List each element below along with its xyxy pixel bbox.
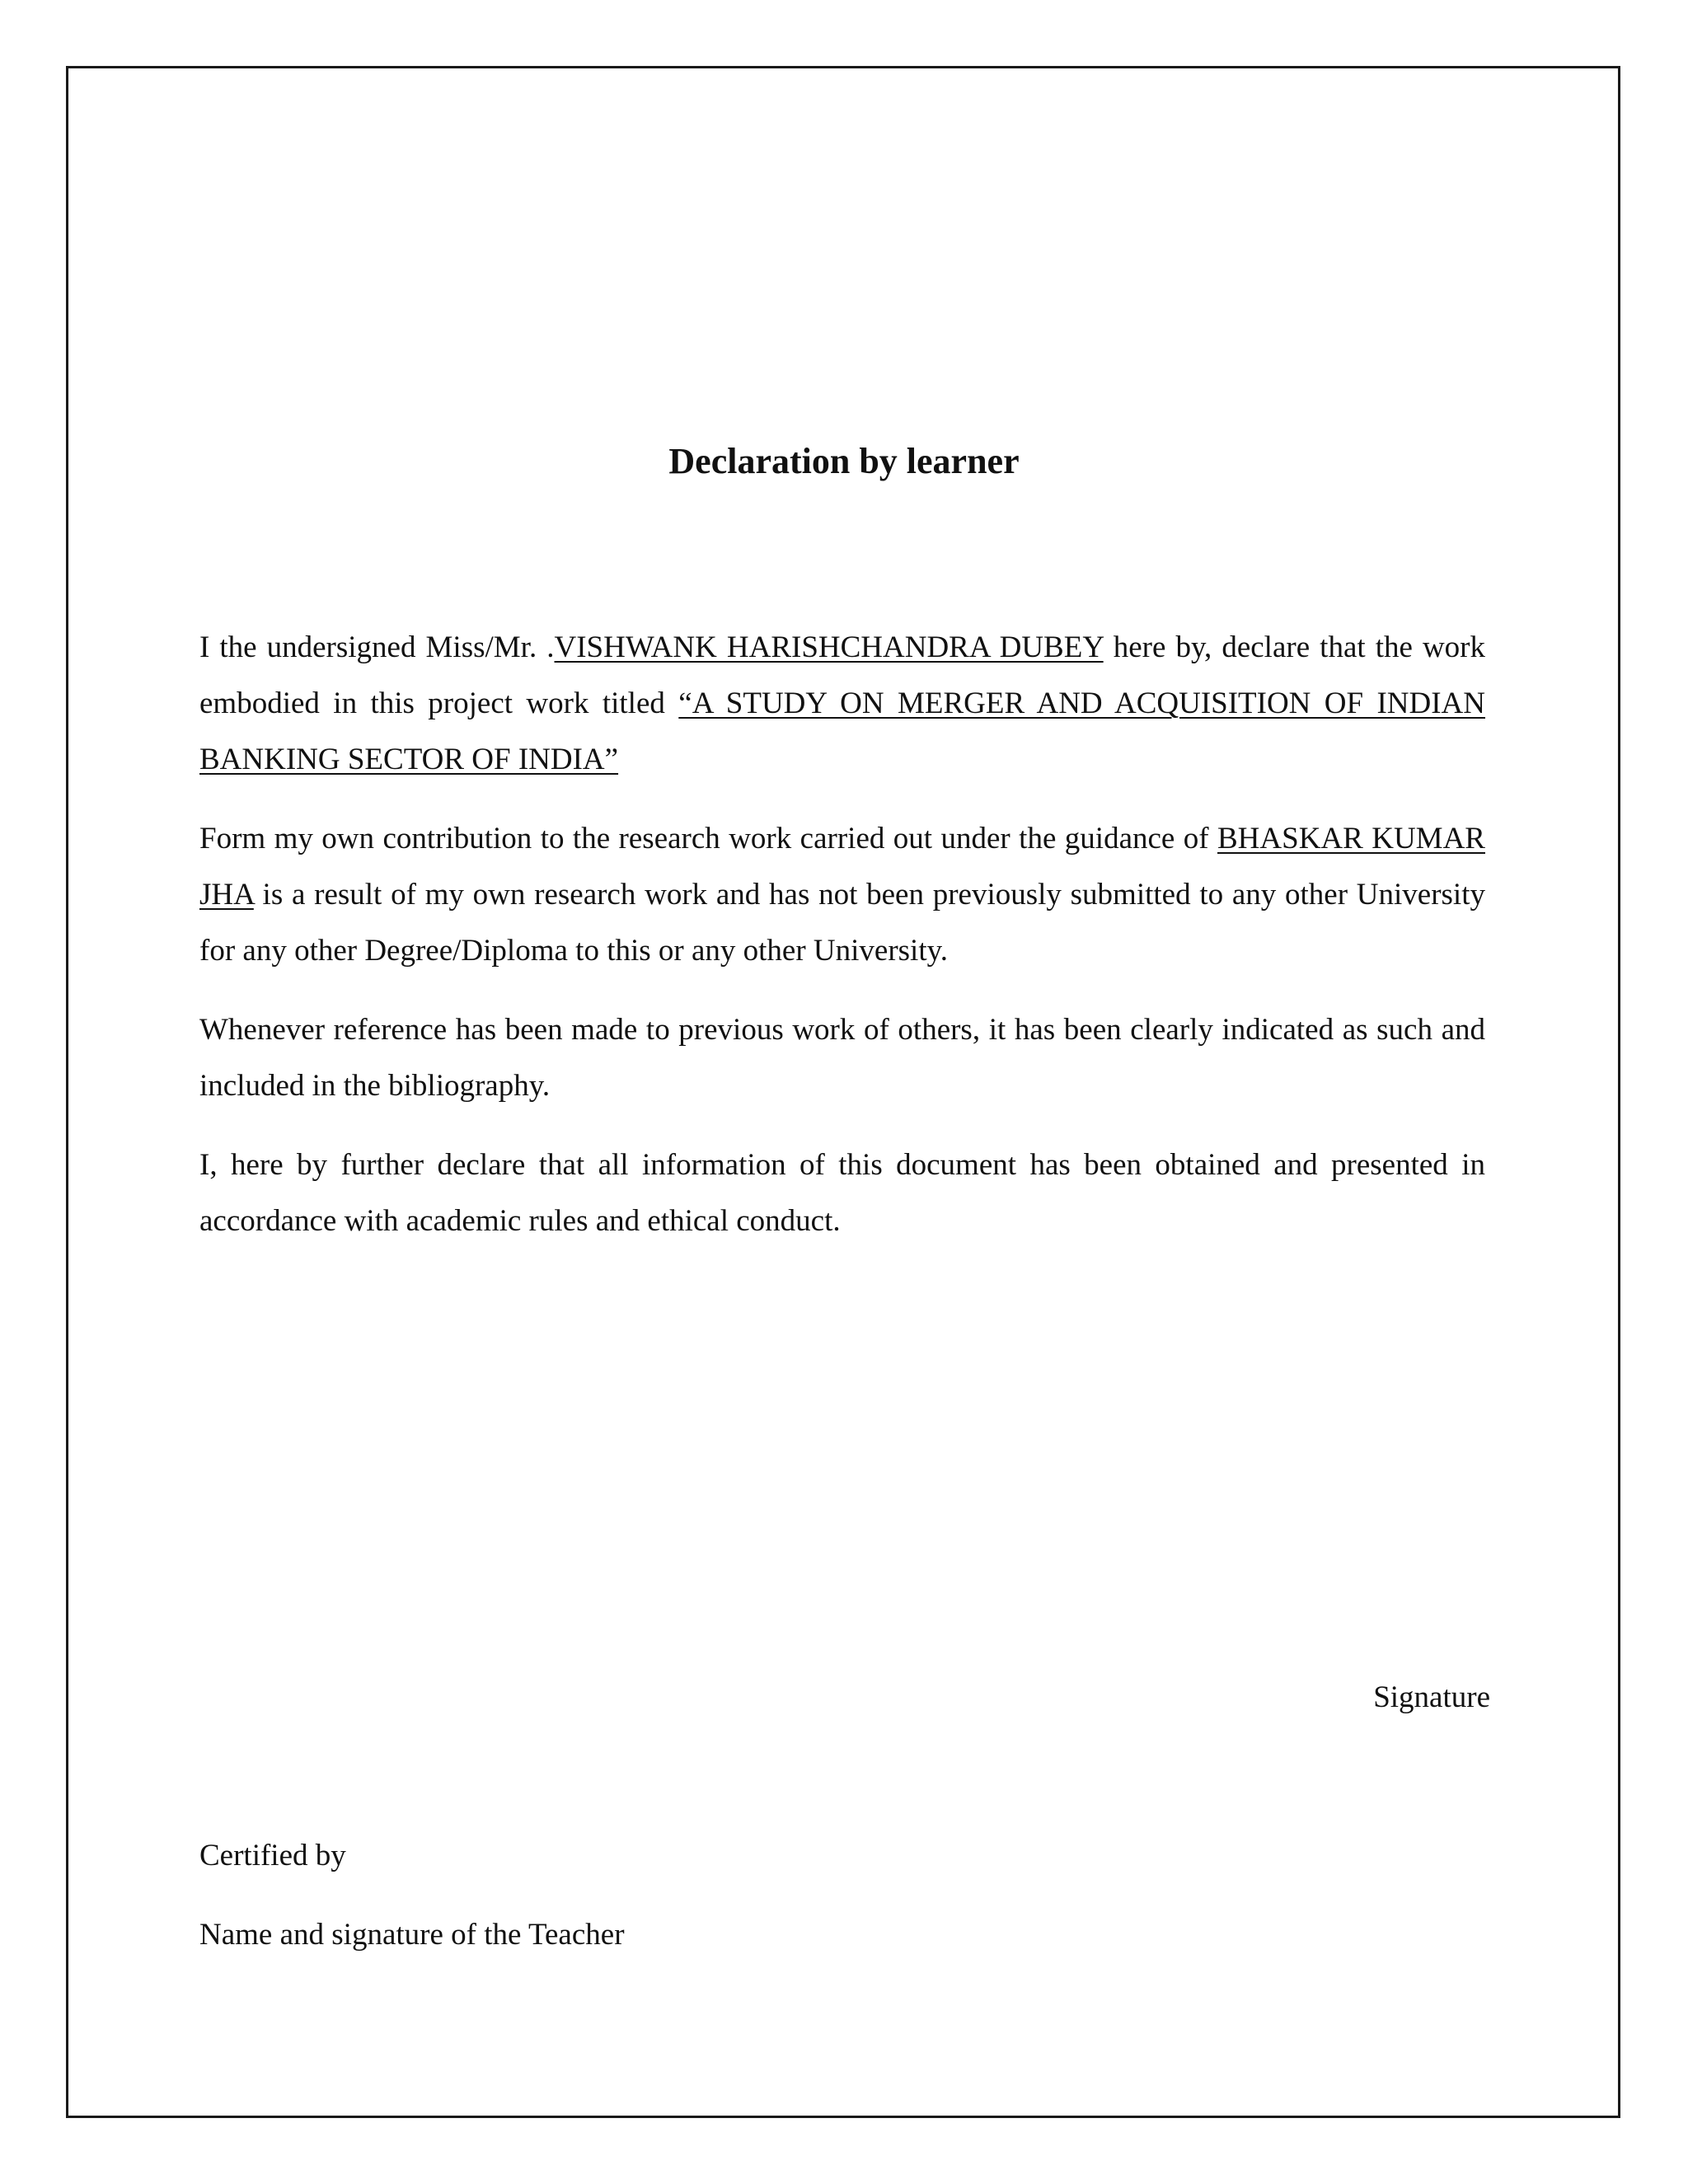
declaration-paragraph-4: I, here by further declare that all information of this document has been obtained and presented in accordance with academic rules and ethical conduct. (199, 1148, 1485, 1238)
teacher-signature-label: Name and signature of the Teacher (199, 1918, 625, 1952)
learner-name: VISHWANK HARISHCHANDRA DUBEY (554, 630, 1104, 664)
declaration-body (199, 620, 1485, 1272)
certified-by-label: Certified by (199, 1839, 346, 1872)
declaration-paragraph-2 (199, 811, 1485, 979)
paragraph-1-middle: here by, declare that the work embodied in this project work titled (199, 630, 1486, 720)
paragraph-1-prefix: I the undersigned Miss/Mr. . (199, 630, 555, 664)
signature-label: Signature (1373, 1680, 1490, 1714)
declaration-paragraph-3: Whenever reference has been made to previous work of others, it has been clearly indicated as such and included in the bibliography. (199, 1013, 1485, 1103)
paragraph-2-prefix: Form my own contribution to the research work carried out under the guidance of (199, 822, 1217, 855)
page-title: Declaration by learner (668, 441, 1020, 481)
project-title: “A STUDY ON MERGER AND ACQUISITION OF INDIAN BANKING SECTOR OF INDIA” (199, 687, 1485, 776)
guide-name: BHASKAR KUMAR JHA (199, 822, 1485, 912)
paragraph-2-suffix: is a result of my own research work and has not been previously submitted to any other University for any other Degree/Diploma to this or any other University. (199, 878, 1485, 968)
declaration-paragraph-1 (199, 620, 1485, 788)
